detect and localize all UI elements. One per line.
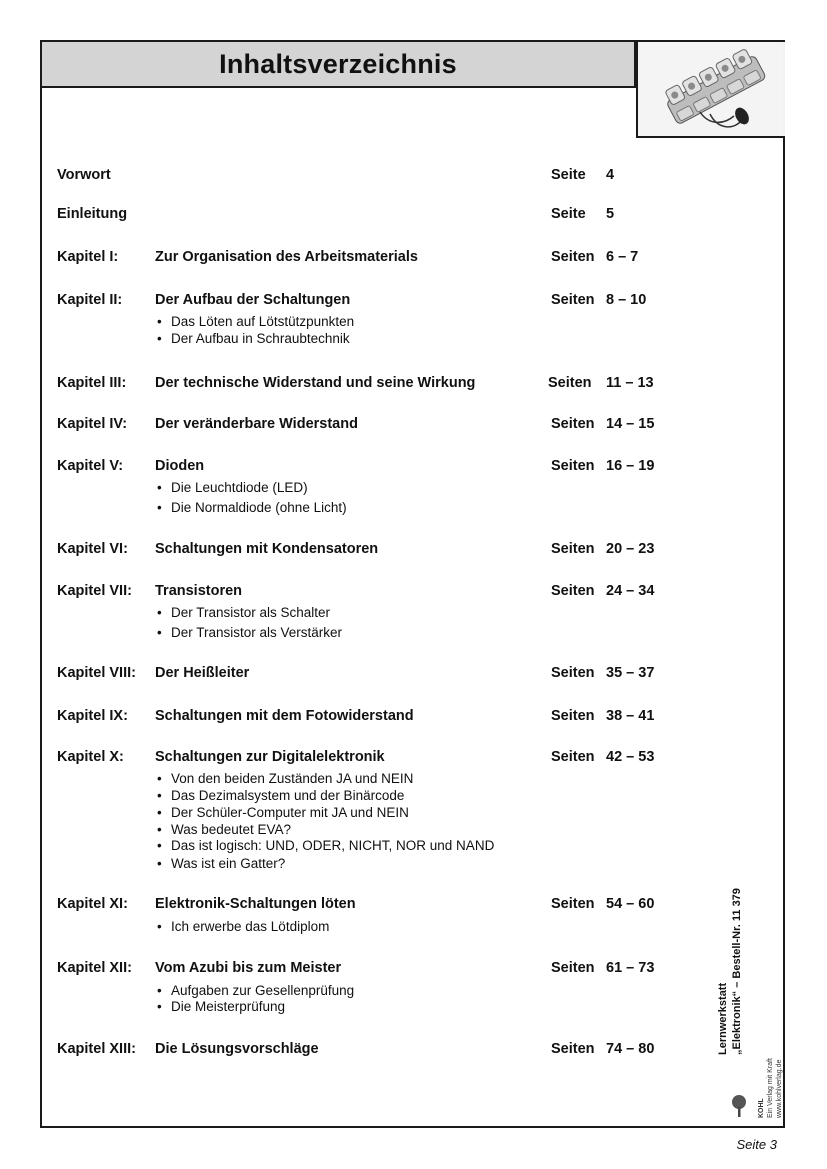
toc-chapter: Kapitel IX: <box>57 708 128 724</box>
toc-chapter: Kapitel III: <box>57 375 127 391</box>
toc-title: Der veränderbare Widerstand <box>155 416 358 432</box>
logo-brand: KOHL <box>758 1098 765 1118</box>
toc-subitem: • Von den beiden Zuständen JA und NEIN <box>157 771 414 786</box>
toc-entry-kapitel-9[interactable] <box>57 708 697 728</box>
toc-entry-kapitel-10[interactable] <box>57 749 697 769</box>
toc-seite-label: Seiten <box>551 458 595 474</box>
tree-logo-icon <box>729 1094 749 1118</box>
toc-chapter: Kapitel X: <box>57 749 124 765</box>
toc-seite-label: Seiten <box>551 896 595 912</box>
toc-chapter: Kapitel IV: <box>57 416 128 432</box>
toc-chapter: Kapitel XIII: <box>57 1041 136 1057</box>
toc-title: Transistoren <box>155 583 243 599</box>
toc-seite-label: Seiten <box>551 249 595 265</box>
toc-subitem: • Was ist ein Gatter? <box>157 856 286 871</box>
toc-subitem: • Der Aufbau in Schraubtechnik <box>157 331 350 346</box>
toc-title: Der Aufbau der Schaltungen <box>155 292 351 308</box>
toc-seite-label: Seiten <box>551 708 595 724</box>
side-line-order: „Elektronik“ – Bestell-Nr. 11 379 <box>731 888 743 1055</box>
toc-title: Schaltungen zur Digitalelektronik <box>155 749 385 765</box>
toc-entry-kapitel-7[interactable] <box>57 583 697 603</box>
toc-pages: 35 – 37 <box>606 665 655 681</box>
toc-seite-label: Seiten <box>551 749 595 765</box>
toc-pages: 4 <box>606 167 615 183</box>
toc-entry-kapitel-6[interactable] <box>57 541 697 561</box>
toc-seite-label: Seiten <box>551 1041 595 1057</box>
toc-seite-label: Seiten <box>551 541 595 557</box>
toc-entry-kapitel-4[interactable] <box>57 416 697 436</box>
toc-subitem: • Aufgaben zur Gesellenprüfung <box>157 983 355 998</box>
toc-title: Die Lösungsvorschläge <box>155 1041 319 1057</box>
toc-subitem: • Die Normaldiode (ohne Licht) <box>157 500 347 515</box>
toc-entry-kapitel-8[interactable] <box>57 665 697 685</box>
page-number: Seite 3 <box>736 1137 777 1152</box>
toc-subitem: • Die Leuchtdiode (LED) <box>157 480 308 495</box>
toc-entry-kapitel-12[interactable] <box>57 960 697 980</box>
toc-subitem: • Der Transistor als Verstärker <box>157 625 343 640</box>
toc-subitem: • Die Meisterprüfung <box>157 999 286 1014</box>
toc-chapter: Kapitel II: <box>57 292 123 308</box>
toc-pages: 54 – 60 <box>606 896 655 912</box>
toc-pages: 11 – 13 <box>606 375 654 391</box>
toc-pages: 74 – 80 <box>606 1041 655 1057</box>
toc-subitem: • Was bedeutet EVA? <box>157 822 292 837</box>
toc-title: Elektronik-Schaltungen löten <box>155 896 356 912</box>
toc-chapter: Kapitel XII: <box>57 960 132 976</box>
toc-seite-label: Seiten <box>551 583 595 599</box>
toc-entry-einleitung[interactable] <box>57 206 697 226</box>
toc-chapter: Kapitel V: <box>57 458 124 474</box>
toc-chapter: Kapitel VIII: <box>57 665 136 681</box>
toc-pages: 38 – 41 <box>606 708 655 724</box>
toc-chapter: Kapitel XI: <box>57 896 128 912</box>
toc-entry-kapitel-5[interactable] <box>57 458 697 478</box>
toc-title: Schaltungen mit dem Fotowiderstand <box>155 708 414 724</box>
toc-seite-label: Seiten <box>548 375 592 391</box>
toc-entry-kapitel-11[interactable] <box>57 896 697 916</box>
toc-title: Vom Azubi bis zum Meister <box>155 960 342 976</box>
toc-seite-label: Seiten <box>551 416 595 432</box>
toc-title: Zur Organisation des Arbeitsmaterials <box>155 249 418 265</box>
toc-pages: 14 – 15 <box>606 416 655 432</box>
toc-seite-label: Seiten <box>551 960 595 976</box>
toc-entry-kapitel-3[interactable] <box>57 375 697 395</box>
toc-seite-label: Seite <box>551 206 586 222</box>
toc-title: Der technische Widerstand und seine Wirkung <box>155 375 476 391</box>
toc-title: Dioden <box>155 458 205 474</box>
toc-chapter: Kapitel VI: <box>57 541 128 557</box>
toc-subitem: • Ich erwerbe das Lötdiplom <box>157 919 330 934</box>
toc-title: Der Heißleiter <box>155 665 250 681</box>
page-title: Inhaltsverzeichnis <box>219 48 457 79</box>
toc-pages: 61 – 73 <box>606 960 655 976</box>
toc-pages: 24 – 34 <box>606 583 655 599</box>
toc-pages: 20 – 23 <box>606 541 655 557</box>
toc-pages: 42 – 53 <box>606 749 655 765</box>
toc-chapter: Kapitel I: <box>57 249 119 265</box>
toc-subitem: • Das Löten auf Lötstützpunkten <box>157 314 355 329</box>
side-imprint-text <box>716 888 744 1055</box>
toc-pages: 5 <box>606 206 615 222</box>
toc-subitem: • Der Transistor als Schalter <box>157 605 331 620</box>
toc-chapter: Einleitung <box>57 206 128 222</box>
logo-slogan: Ein Verlag mit Kraft <box>767 1058 774 1118</box>
toc-subitem: • Das ist logisch: UND, ODER, NICHT, NOR und NAND <box>157 838 495 853</box>
side-line-title: Lernwerkstatt <box>717 982 729 1055</box>
toc-entry-kapitel-1[interactable] <box>57 249 697 269</box>
toc-chapter: Vorwort <box>57 167 111 183</box>
toc-pages: 16 – 19 <box>606 458 655 474</box>
logo-url: www.kohlverlag.de <box>776 1059 783 1118</box>
toc-subitem: • Der Schüler-Computer mit JA und NEIN <box>157 805 409 820</box>
toc-entry-vorwort[interactable] <box>57 167 697 187</box>
toc-seite-label: Seiten <box>551 292 595 308</box>
toc-pages: 8 – 10 <box>606 292 647 308</box>
toc-seite-label: Seite <box>551 167 586 183</box>
toc-chapter: Kapitel VII: <box>57 583 132 599</box>
publisher-logo <box>757 1058 784 1118</box>
toc-title: Schaltungen mit Kondensatoren <box>155 541 379 557</box>
toc-entry-kapitel-2[interactable] <box>57 292 697 312</box>
toc-entry-kapitel-13[interactable] <box>57 1041 697 1061</box>
toc-subitem: • Das Dezimalsystem und der Binärcode <box>157 788 405 803</box>
toc-pages: 6 – 7 <box>606 249 639 265</box>
toc-seite-label: Seiten <box>551 665 595 681</box>
